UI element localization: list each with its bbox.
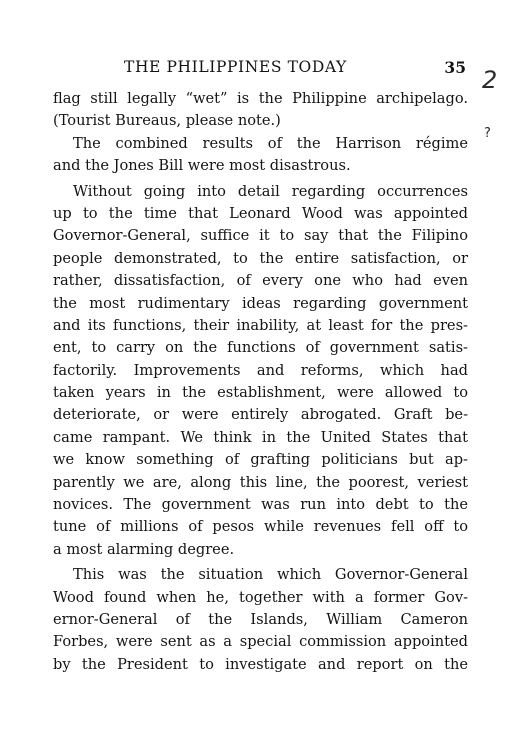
running-head [52, 58, 470, 80]
text-line: deteriorate, or were entirely abrogated. Graft be- [53, 406, 468, 424]
text-line: Wood found when he, together with a former Gov- [53, 588, 468, 606]
text-line: Governor-General, suffice it to say that the Filipino [53, 227, 468, 245]
text-line: novices. The government was run into debt to the [53, 496, 468, 514]
text-line: ernor-General of the Islands, William Cameron [53, 610, 468, 628]
handwritten-margin-mark: 2 [482, 66, 498, 94]
text-line: (Tourist Bureaus, please note.) [53, 112, 281, 130]
running-title: THE PHILIPPINES TODAY [124, 58, 347, 76]
text-line: up to the time that Leonard Wood was appointed [53, 204, 468, 222]
text-line: a most alarming degree. [53, 540, 235, 558]
text-line: flag still legally “wet” is the Philippine archipelago. [53, 90, 468, 107]
text-line: parently we are, along this line, the poorest, veriest [53, 473, 468, 491]
text-line: and its functions, their inability, at least for the pres- [53, 316, 468, 334]
text-line: by the President to investigate and report on the [53, 655, 468, 673]
text-line: rather, dissatisfaction, of every one who had even [53, 272, 468, 290]
text-line: tune of millions of pesos while revenues fell off to [53, 518, 468, 536]
text-line: we know something of grafting politicians but ap- [53, 451, 468, 469]
text-line: factorily. Improvements and reforms, which had [53, 361, 468, 379]
margin-question-mark: ? [484, 126, 491, 141]
page-number: 35 [444, 58, 466, 77]
text-line: people demonstrated, to the entire satisfaction, or [53, 249, 468, 267]
text-line: came rampant. We think in the United States that [53, 428, 468, 446]
text-line: Forbes, were sent as a special commission appointed [53, 633, 468, 651]
text-line: the most rudimentary ideas regarding government [53, 294, 468, 312]
text-line: This was the situation which Governor-General [73, 566, 468, 584]
text-line: and the Jones Bill were most disastrous. [53, 157, 351, 175]
text-line: The combined results of the Harrison régime [73, 134, 468, 152]
text-line: Without going into detail regarding occurrences [73, 182, 468, 200]
text-line: taken years in the establishment, were allowed to [53, 384, 468, 402]
body-text [53, 88, 468, 676]
text-line: ent, to carry on the functions of government satis- [53, 339, 468, 357]
